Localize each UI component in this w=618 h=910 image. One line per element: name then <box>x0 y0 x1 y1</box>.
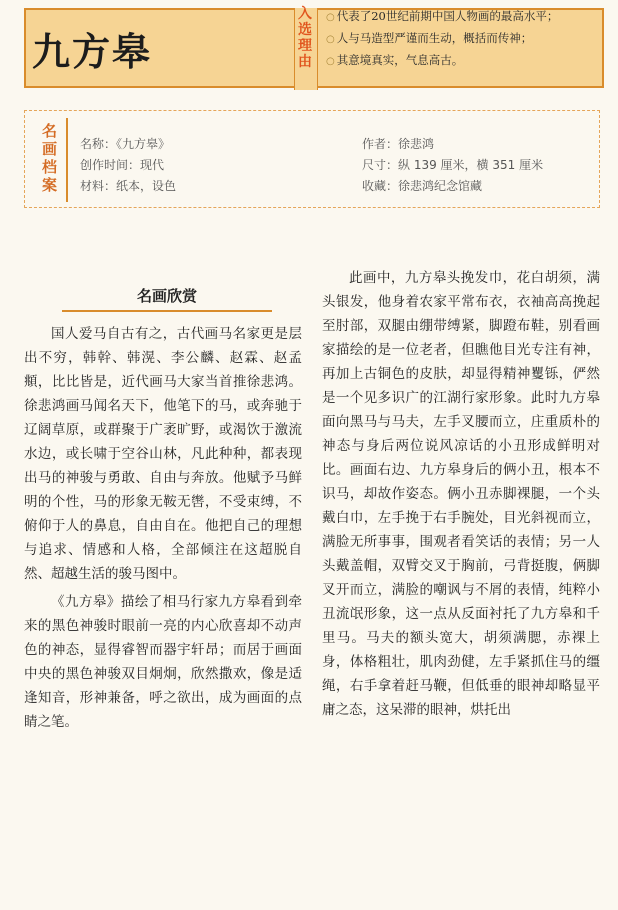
circle-bullet-icon: ○ <box>326 56 335 67</box>
page-title: 九方皋 <box>32 30 153 74</box>
circle-bullet-icon: ○ <box>326 34 335 45</box>
article-right-column <box>322 266 600 722</box>
archive-label: 名画档案 <box>42 122 58 194</box>
section-underline <box>62 310 272 312</box>
archive-divider <box>66 118 68 202</box>
reason-item: ○ 人与马造型严谨而生动，概括而传神； <box>326 31 533 45</box>
archive-right-column <box>362 134 543 197</box>
article-paragraph: 此画中，九方皋头挽发巾，花白胡须，满头银发，他身着农家平常布衣，衣袖高高挽起至肘部，双腿由绷带缚紧，脚蹬布鞋，别看画家描绘的是一位老者，但瞧他目光专注有神，再加上古铜色的皮肤，却显得精神矍铄，俨然是一个见多识广的江湖行家形象。此时九方皋面向黑马与马夫，左手叉腰而立，庄重质朴的神态与身后两位说风凉话的小丑形成鲜明对比。画面右边、九方皋身后的俩小丑，根本不识马，却故作姿态。俩小丑赤脚裸腿，一个头戴白巾，左手挽于右手腕处，目光斜视而立，满脸无所事事，围观者看笑话的表情；另一人头戴盖帽，双臂交叉于胸前，弓背挺腹，俩脚叉开而立，满脸的嘲讽与不屑的表情，纯粹小丑流氓形象，这一点从反面衬托了九方皋和千里马。马夫的额头宽大，胡须满腮，赤裸上身，体格粗壮，肌肉劲健，左手紧抓住马的缰绳，右手拿着赶马鞭，但低垂的眼神却略显平庸之态，这呆滞的眼神，烘托出 <box>322 270 600 718</box>
reason-item: ○ 代表了20世纪前期中国人物画的最高水平； <box>326 9 559 23</box>
circle-bullet-icon: ○ <box>326 12 335 23</box>
archive-item-size: 尺寸：纵 139 厘米，横 351 厘米 <box>362 158 544 172</box>
archive-item-time: 创作时间：现代 <box>80 158 165 172</box>
archive-item-collection: 收藏：徐悲鸿纪念馆藏 <box>362 179 483 193</box>
reason-item: ○ 其意境真实，气息高古。 <box>326 53 464 67</box>
article-paragraph: 《九方皋》描绘了相马行家九方皋看到牵来的黑色神骏时眼前一亮的内心欣喜却不动声色的神态，显得睿智而器宇轩昂；而居于画面中央的黑色神骏双目炯炯，欣然撒欢，像是适逢知音，形神兼备，呼之欲出，成为画面的点睛之笔。 <box>24 594 302 730</box>
archive-left-column <box>80 134 176 197</box>
archive-item-material: 材料：纸本，设色 <box>80 179 177 193</box>
selection-reason-label: 入选理由 <box>298 6 312 70</box>
archive-item-author: 作者：徐悲鸿 <box>362 137 435 151</box>
section-heading: 名画欣赏 <box>136 287 197 305</box>
selection-reasons <box>326 6 576 72</box>
archive-item-name: 名称：《九方皋》 <box>80 137 171 151</box>
article-left-column <box>24 322 302 734</box>
article-paragraph: 国人爱马自古有之，古代画马名家更是层出不穷，韩幹、韩滉、李公麟、赵霖、赵孟頫，比比皆是，近代画马大家当首推徐悲鸿。徐悲鸿画马闻名天下，他笔下的马，或奔驰于辽阔草原，或群聚于广袤旷野，或渴饮于激流水边，或长啸于空谷山林，凡此种种，都表现出马的神骏与勇敢、自由与奔放。他赋予马鲜明的个性，马的形象无鞍无辔，不受束缚，不俯仰于人的鼻息，自由自在。他把自己的理想与追求、情感和人格，全部倾注在这超脱自然、超越生活的骏马图中。 <box>24 326 302 582</box>
